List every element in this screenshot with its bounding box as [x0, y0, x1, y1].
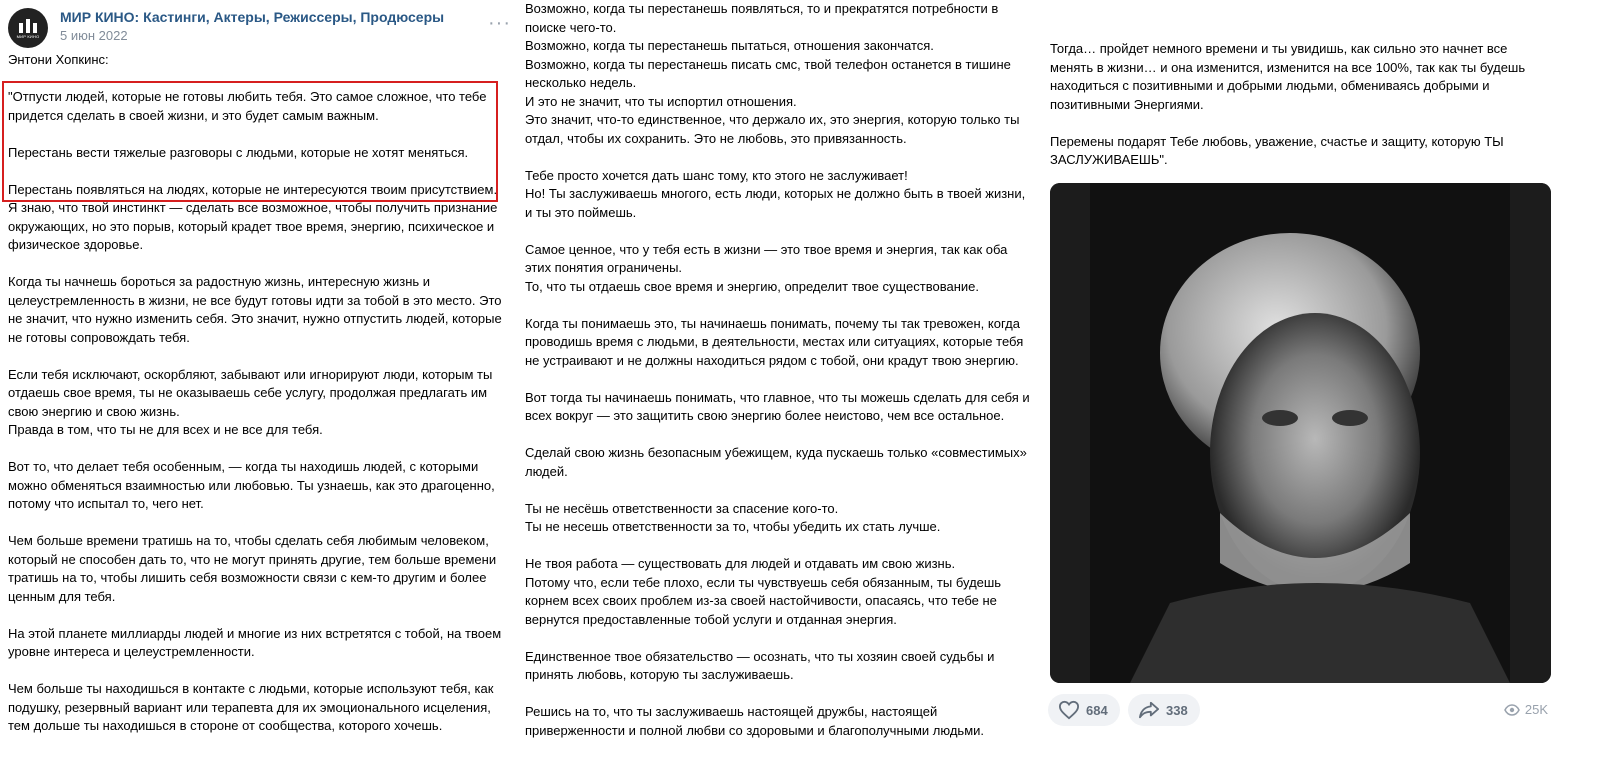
highlight-box	[2, 81, 498, 202]
middle-paragraph: Ты не несёшь ответственности за спасение кого-то. Ты не несешь ответственности за то, чтобы убедить их стать лучше.	[525, 500, 941, 534]
left-paragraph: Перестань вести тяжелые разговоры с людьми, которые не хотят меняться.	[8, 144, 469, 160]
middle-paragraph: Единственное твое обязательство — осознать, что ты хозяин своей судьбы и принять любовь, которую ты заслуживаешь.	[525, 648, 995, 682]
post-photo[interactable]	[1050, 183, 1551, 683]
like-button[interactable]	[1048, 694, 1120, 726]
middle-paragraph: Самое ценное, что у тебя есть в жизни — это твое время и энергия, так как оба этих понятия ограничены. То, что ты отдаешь свое время и энергию, определит твое существование.	[525, 241, 1008, 294]
group-logo	[19, 19, 37, 33]
share-icon	[1138, 700, 1160, 720]
views-counter	[1504, 702, 1548, 717]
views-count: 25K	[1524, 702, 1548, 717]
right-paragraph: Перемены подарят Тебе любовь, уважение, счастье и защиту, которую ТЫ ЗАСЛУЖИВАЕШЬ".	[1050, 133, 1504, 167]
left-paragraph: "Отпусти людей, которые не готовы любить тебя. Это самое сложное, что тебе придется сделать в своей жизни, и это будет самым важным.	[8, 89, 487, 123]
post-text-right	[1050, 40, 1540, 188]
heart-icon	[1058, 700, 1080, 720]
left-paragraph: Если тебя исключают, оскорбляют, забывают или игнорируют люди, которым ты отдаешь свое время, ты не оказываешь себе услугу, продолжая предлагать им свою энергию и свою жизнь. Правда в том, что ты не для всех и не все для тебя.	[8, 366, 493, 437]
right-paragraph: Тогда… пройдет немного времени и ты увидишь, как сильно это начнет все менять в жизни… и она изменится, изменится на все 100%, так как ты будешь находиться с позитивными и добрыми людьми, обмениваясь добрыми и позитивными Энергиями.	[1050, 41, 1526, 112]
like-count: 684	[1086, 702, 1108, 718]
left-paragraph: Чем больше времени тратишь на то, чтобы сделать себя любимым человеком, который не способен дать то, что не могут принять другие, тем больше времени тратишь на то, чтобы лишить себя возможности связи с кем-то другим и более ценным для тебя.	[8, 533, 497, 604]
post-header	[8, 4, 511, 44]
middle-paragraph: Сделай свою жизнь безопасным убежищем, куда пускаешь только «совместимых» людей.	[525, 445, 1027, 479]
middle-paragraph: Когда ты понимаешь это, ты начинаешь понимать, почему ты так тревожен, когда проводишь время с людьми, в деятельности, местах или ситуациях, которые тебя не устраивают и не должны находиться рядом с тобой, они крадут твою энергию.	[525, 315, 1024, 368]
left-paragraph: Вот то, что делает тебя особенным, — когда ты находишь людей, с которыми можно обменяться взаимностью или любовью. Ты узнаешь, как это драгоценно, потому что испытал то, чего нет.	[8, 459, 495, 511]
share-button[interactable]	[1128, 694, 1200, 726]
group-avatar[interactable]	[8, 8, 48, 48]
left-paragraph: Когда ты начнешь бороться за радостную жизнь, интересную жизнь и целеустремленность в жизни, не все будут готовы идти за тобой в это место. Это не значит, что нужно изменить себя. Это значит, нужно отпустить людей, которые не готовы сопровождать тебя.	[8, 274, 502, 345]
post-text-middle	[525, 0, 1030, 759]
post-actions	[1048, 694, 1548, 728]
post-date[interactable]: 5 июн 2022	[60, 28, 128, 43]
middle-paragraph: Не твоя работа — существовать для людей и отдавать им свою жизнь. Потому что, если тебе плохо, если ты чувствуешь себя обязанным, ты будешь корнем всех своих проблем из-за своей настойчивости, опасаясь, что тебе не вернутся предоставленные тобой услуги и отданная энергия.	[525, 556, 1002, 627]
author-line: Энтони Хопкинс:	[8, 52, 109, 67]
middle-paragraph: Возможно, когда ты перестанешь появляться, то и прекратятся потребности в поиске чего-то. Возможно, когда ты перестанешь пытаться, отношения закончатся. Возможно, когда ты перестанешь писать смс, твой телефон останется в тишине несколько недель. И это не значит, что ты испортил отношения. Это значит, что-то единственное, что держало их, это энергия, которую только ты отдал, чтобы их сохранить. Это не любовь, это привязанность.	[525, 1, 1020, 146]
group-name-link[interactable]: МИР КИНО: Кастинги, Актеры, Режиссеры, Продюсеры	[60, 9, 445, 25]
eye-icon	[1504, 704, 1520, 716]
left-paragraph: На этой планете миллиарды людей и многие из них встретятся с тобой, на твоем уровне интереса и целеустремленности.	[8, 625, 502, 659]
left-paragraph: Чем больше ты находишься в контакте с людьми, которые используют тебя, как подушку, резервный вариант или терапевта для их эмоционального исцеления, тем дольше ты находишься в стороне от сообщества, которого хочешь.	[8, 681, 494, 733]
portrait-image	[1050, 183, 1551, 683]
share-count: 338	[1166, 702, 1188, 718]
more-icon[interactable]: ···	[488, 12, 511, 34]
middle-paragraph: Вот тогда ты начинаешь понимать, что главное, что ты можешь сделать для себя и всех вокруг — это защитить свою энергию более неистово, чем все остальное.	[525, 389, 1030, 423]
group-logo-text: МИР КИНО	[16, 34, 40, 39]
middle-paragraph: Решись на то, что ты заслуживаешь настоящей дружбы, настоящей приверженности и полной любви со здоровыми и благополучными людьми.	[525, 704, 985, 738]
left-paragraph: Перестань появляться на людях, которые не интересуются твоим присутствием. Я знаю, что твой инстинкт — сделать все возможное, чтобы получить признание окружающих, но это порыв, который крадет твое время, энергию, психическое и физическое здоровье.	[8, 181, 498, 252]
middle-paragraph: Тебе просто хочется дать шанс тому, кто этого не заслуживает! Но! Ты заслуживаешь многого, есть люди, которых не должно быть в твоей жизни, и ты это поймешь.	[525, 167, 1026, 220]
